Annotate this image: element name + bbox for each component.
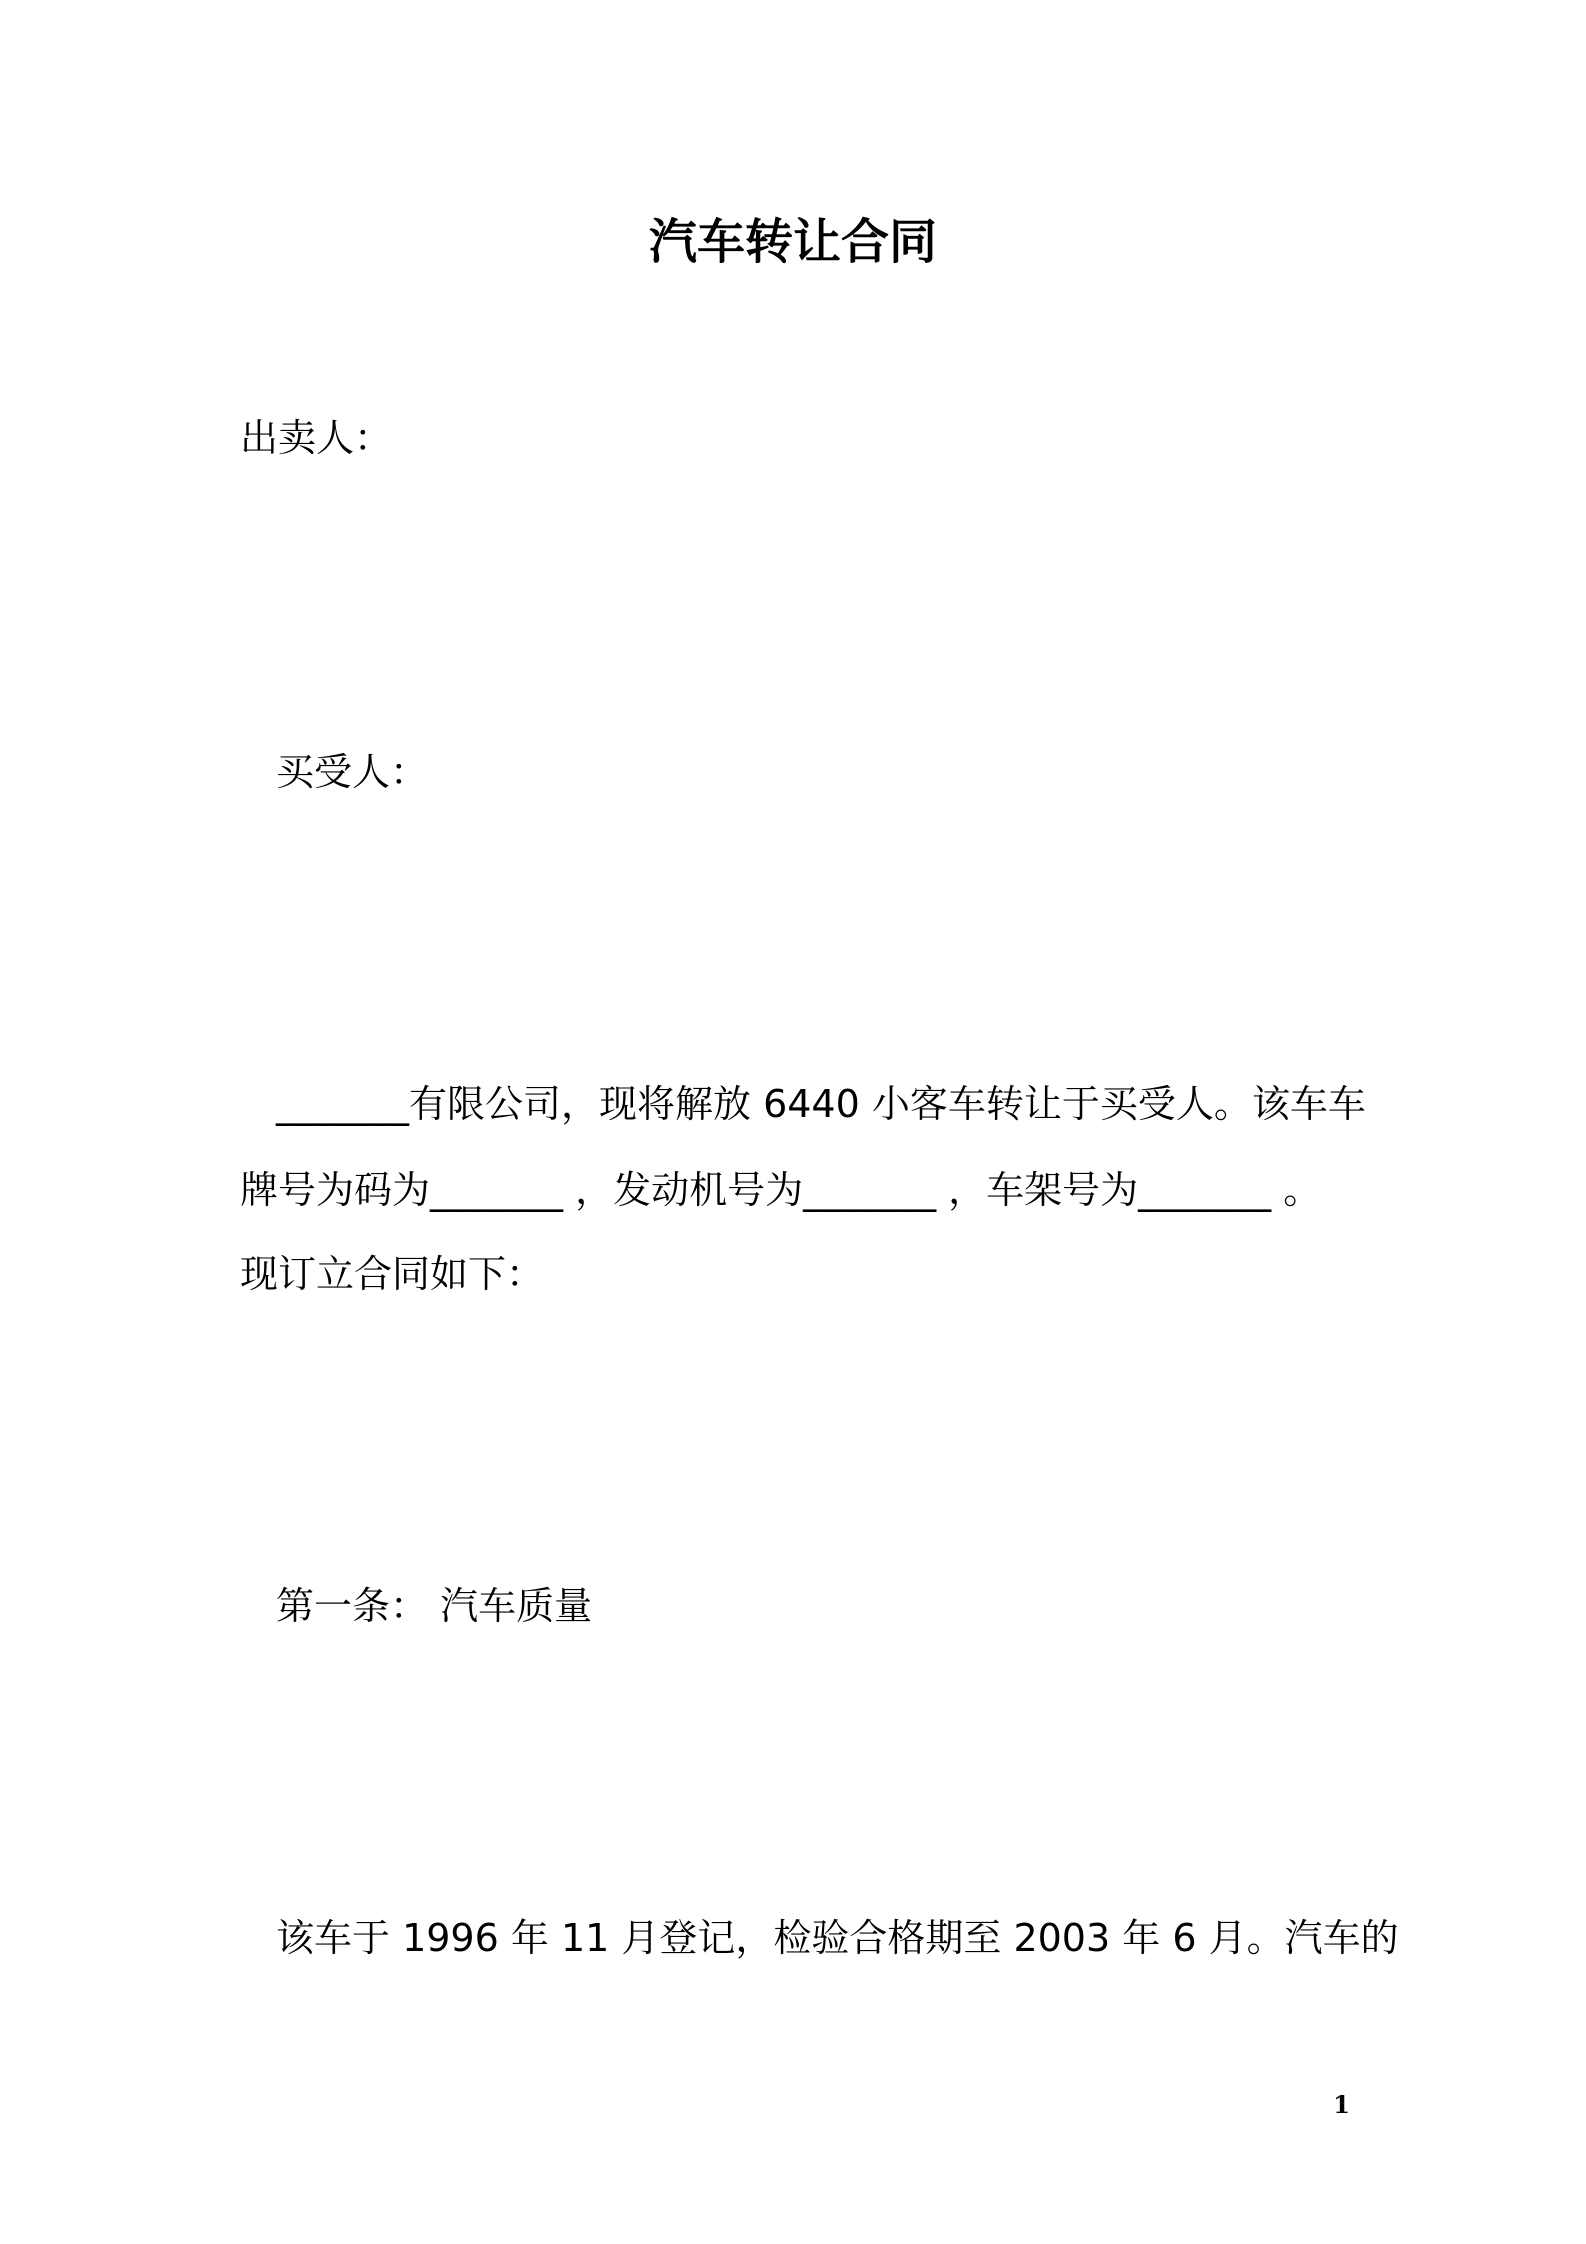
intro-paragraph-line-3: 现订立合同如下： bbox=[240, 1252, 545, 1296]
intro-paragraph-line-1: _______有限公司，现将解放 6440 小客车转让于买受人。该车车 bbox=[276, 1082, 1366, 1126]
article-1-heading: 第一条： 汽车质量 bbox=[276, 1584, 593, 1628]
page-number: 1 bbox=[1333, 2090, 1350, 2119]
article-1-text: 该车于 1996 年 11 月登记，检验合格期至 2003 年 6 月。汽车的 bbox=[276, 1916, 1399, 1960]
document-title: 汽车转让合同 bbox=[648, 214, 937, 270]
buyer-label: 买受人： bbox=[276, 750, 429, 794]
seller-label: 出卖人： bbox=[240, 416, 393, 460]
intro-paragraph-line-2: 牌号为码为_______ ，发动机号为_______ ，车架号为_______ 。 bbox=[240, 1168, 1322, 1212]
